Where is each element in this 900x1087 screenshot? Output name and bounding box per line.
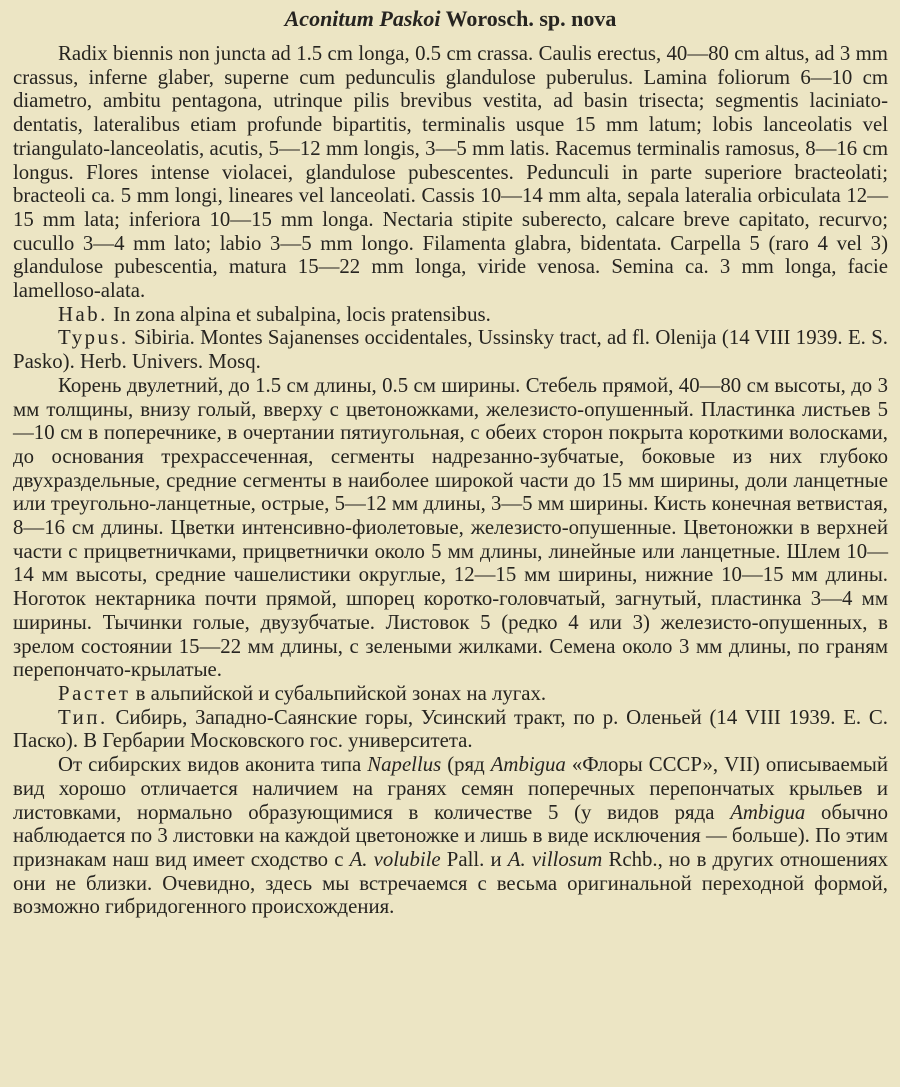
- latin-typus: [13, 326, 888, 373]
- russian-type: [13, 706, 888, 753]
- notes-part-5: Pall. и: [446, 847, 502, 871]
- latin-habitat: [13, 303, 888, 327]
- notes-ambigua-1: Ambigua: [490, 753, 566, 777]
- notes-part-6: Rchb., но в других отношениях они не близки. Очевидно, здесь мы встречаемся с весьма оригинальной переходной формой, возможно гибридогенного происхождения.: [13, 847, 889, 919]
- russian-habitat-label: Растет: [58, 681, 131, 705]
- notes-part-3: «Флоры СССР», VII) описываемый вид хорошо отличается наличием на гранях семян поперечных перепончатых крыльев и листовками, нормально образующимися в количестве 5 (у видов ряда: [13, 753, 888, 824]
- latin-description: Radix biennis non juncta ad 1.5 cm longa, 0.5 cm crassa. Caulis erectus, 40—80 cm altus, ad 3 mm crassus, inferne glaber, superne cum pedunculis glandulose puberulus. Lamina foliorum 6—10 cm diametro, ambitu pentagona, utrinque pilis brevibus vestita, ad basin trisecta; segmentis laciniato-dentatis, lateralibus etiam profunde bipartitis, terminalis usque 15 mm latum; lobis lanceolatis vel triangulato-lanceolatis, acutis, 5—12 mm longis, 3—5 mm latis. Racemus terminalis ramosus, 8—16 cm longus. Flores intense violacei, glandulose pubescentes. Pedunculi in parte superiore bracteolati; bracteoli ca. 5 mm longi, lineares vel lanceolati. Cassis 10—14 mm alta, sepala lateralia orbiculata 12—15 mm lata; inferiora 10—15 mm longa. Nectaria stipite suberecto, calcare breve capitato, recurvo; cucullo 3—4 mm lato; labio 3—5 mm longo. Filamenta glabra, bidentata. Carpella 5 (raro 4 vel 3) glandulose pubescentia, matura 15—22 mm longa, viride venosa. Semina ca. 3 mm longa, facie lamelloso-alata.: [13, 42, 888, 303]
- russian-description: Корень двулетний, до 1.5 см длины, 0.5 см ширины. Стебель прямой, 40—80 см высоты, до 3 мм толщины, внизу голый, вверху с цветоножками, железисто-опушенный. Пластинка листьев 5—10 см в поперечнике, в очертании пятиугольная, с обеих сторон покрыта короткими волосками, до основания трехрассеченная, сегменты надрезанно-зубчатые, боковые из них глубоко двухраздельные, средние сегменты в наиболее широкой части до 15 мм ширины, доли ланцетные или треугольно-ланцетные, острые, 5—12 мм длины, 3—5 мм ширины. Кисть конечная ветвистая, 8—16 см длины. Цветки интенсивно-фиолетовые, железисто-опушенные. Цветоножки в верхней части с прицветничками, прицветнички около 5 мм длины, линейные или ланцетные. Шлем 10—14 мм высоты, средние чашелистики округлые, 12—15 мм ширины, нижние 10—15 мм длины. Ноготок нектарника почти прямой, шпорец коротко-головчатый, загнутый, пластинка 3—4 мм ширины. Тычинки голые, двузубчатые. Листовок 5 (редко 4 или 3) железисто-опушенных, в зрелом состоянии 15—22 мм длины, с зелеными жилками. Семена около 3 мм длины, по граням перепончато-крылатые.: [13, 373, 888, 682]
- notes-villosum: A. villosum: [507, 847, 603, 871]
- notes-volubile: A. volubile: [349, 847, 441, 871]
- title-author: Worosch. sp. nova: [445, 6, 617, 31]
- notes-napellus: Napellus: [367, 753, 442, 777]
- title-epithet: Paskoi: [379, 6, 441, 31]
- notes-part-4: обычно наблюдается по 3 листовки на каждой цветоножке и лишь в виде исключения — больше). По этим признакам наш вид имеет сходство с: [13, 800, 888, 871]
- notes-ambigua-2: Ambigua: [730, 800, 806, 824]
- latin-habitat-text: In zona alpina et subalpina, locis pratensibus.: [113, 302, 491, 326]
- russian-habitat-text: в альпийской и субальпийской зонах на лугах.: [135, 681, 547, 705]
- russian-type-text: Сибирь, Западно-Саянские горы, Усинский тракт, по р. Оленьей (14 VIII 1939. Е. С. Паско). В Гербарии Московского гос. университета.: [13, 705, 888, 753]
- title-genus: Aconitum: [284, 6, 374, 31]
- russian-type-label: Тип.: [58, 705, 108, 729]
- latin-typus-label: Typus.: [58, 326, 129, 350]
- russian-habitat: [13, 682, 888, 706]
- notes-part-1: От сибирских видов аконита типа: [58, 753, 362, 777]
- latin-habitat-label: Hab.: [58, 302, 108, 326]
- notes-part-2: (ряд: [447, 753, 485, 777]
- latin-typus-text: Sibiria. Montes Sajanenses occidentales, Ussinsky tract, ad fl. Olenija (14 VIII 1939. E. S. Pasko). Herb. Univers. Mosq.: [13, 326, 888, 374]
- species-title: [13, 4, 888, 34]
- russian-notes: [13, 753, 888, 919]
